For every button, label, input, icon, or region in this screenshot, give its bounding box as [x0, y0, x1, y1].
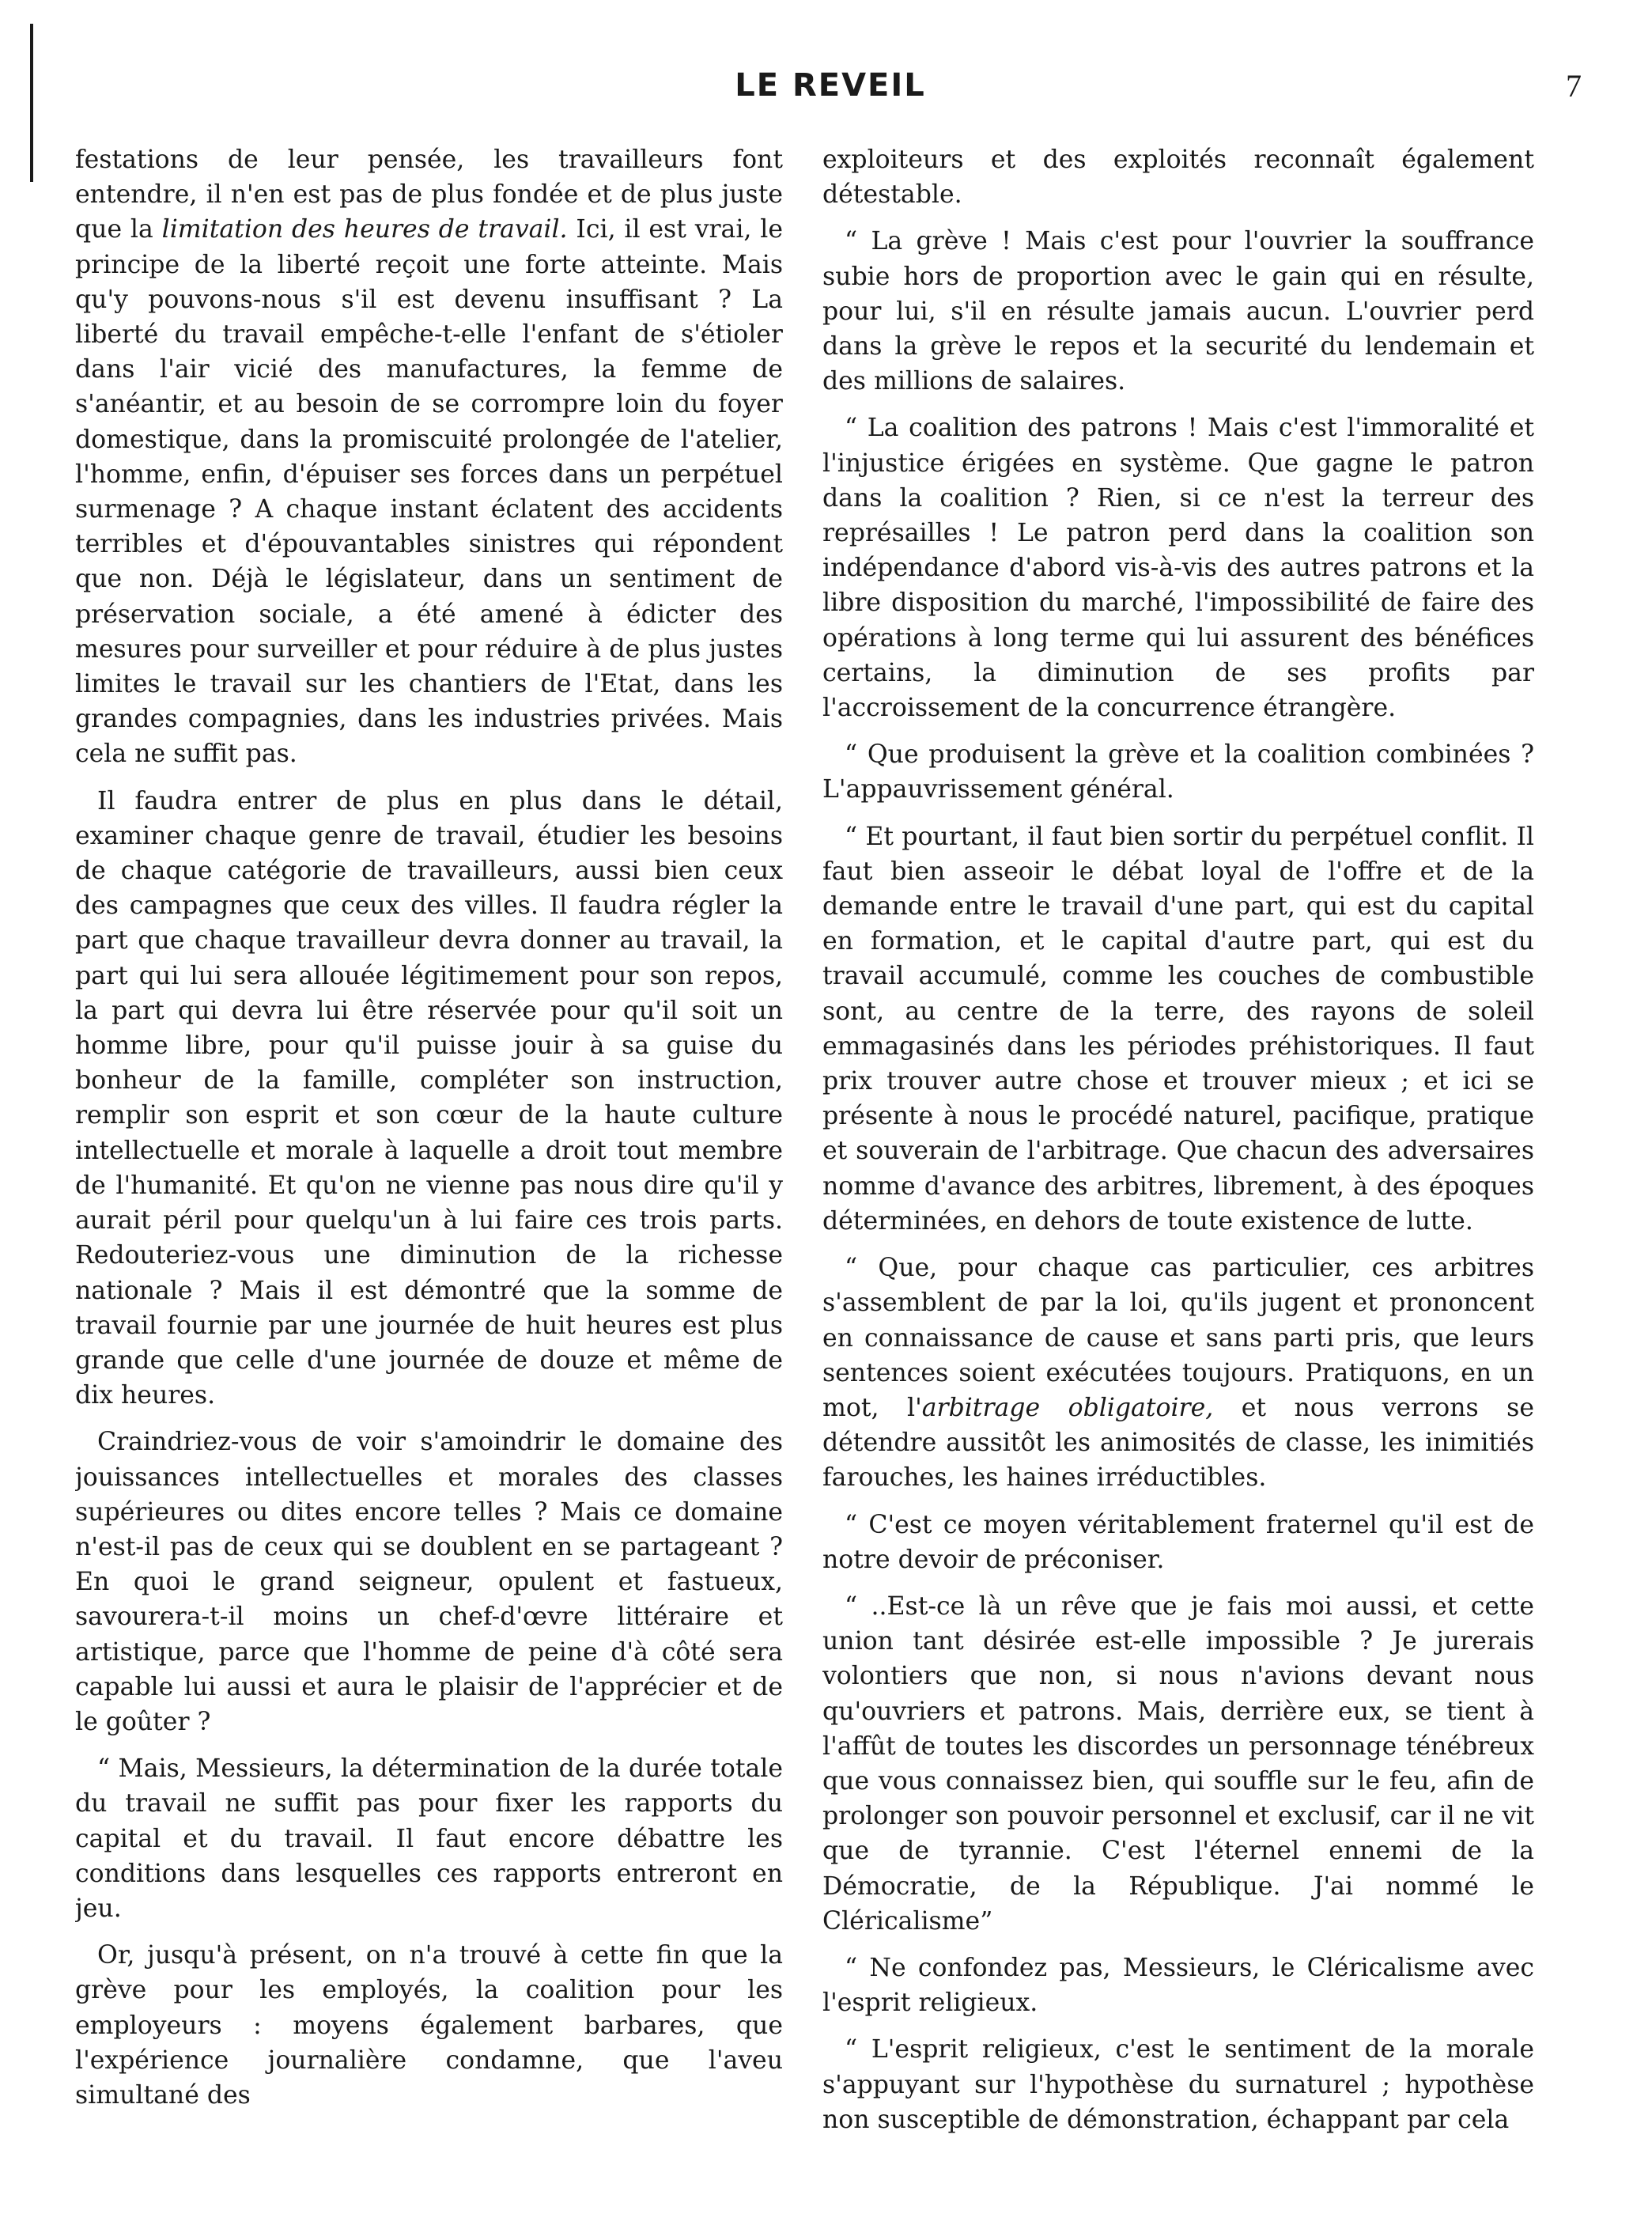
emphasized-text: arbitrage obligatoire, [921, 1393, 1214, 1422]
page-header [79, 67, 1582, 115]
paragraph: exploiteurs et des exploités reconnaît également détestable. [822, 146, 1534, 210]
margin-rule [30, 24, 33, 182]
paragraph: “ Ne confondez pas, Messieurs, le Cléricalisme avec l'esprit religieux. [822, 1953, 1534, 2018]
paragraph-text: et nous verrons se détendre aussitôt les animosités de classe, les inimitiés farouches, les haines irréductibles. [822, 1393, 1534, 1493]
left-column [75, 142, 783, 2199]
paragraph: “ ..Est-ce là un rêve que je fais moi aussi, et cette union tant désirée est-elle impossible ? Je jurerais volontiers que non, si nous n'avions devant nous qu'ouvriers et patrons. Mais, derrière eux, se tient à l'affût de toutes les discordes un personnage ténébreux que vous connaissez bien, qui souffle sur le feu, afin de prolonger son pouvoir personnel et exclusif, car il ne vit que de tyrannie. C'est l'éternel ennemi de la Démocratie, de la République. J'ai nommé le Cléricalisme” [822, 1591, 1534, 1936]
page-number: 7 [1566, 68, 1582, 104]
paragraph: Or, jusqu'à présent, on n'a trouvé à cette fin que la grève pour les employés, la coalition pour les employeurs : moyens également barbares, que l'expérience journalière condamne, que l'aveu simultané des [75, 1941, 783, 2110]
paragraph-text: festations de leur pensée, les travailleurs font entendre, il n'en est pas de plus fondée et de plus juste que la [75, 146, 783, 244]
paragraph: “ Que produisent la grève et la coalition combinées ? L'appauvrissement général. [822, 740, 1534, 804]
paragraph [75, 142, 783, 772]
paragraph: “ La grève ! Mais c'est pour l'ouvrier la souffrance subie hors de proportion avec le gain qui en résulte, pour lui, s'il en résulte jamais aucun. L'ouvrier perd dans la grève le repos et la securité du lendemain et des millions de salaires. [822, 227, 1534, 396]
paragraph [822, 1251, 1534, 1495]
paragraph: “ La coalition des patrons ! Mais c'est l'immoralité et l'injustice érigées en système. Que gagne le patron dans la coalition ? Rien, si ce n'est la terreur des représailles ! Le patron perd dans la coalition son indépendance d'abord vis-à-vis des autres patrons et la libre disposition du marché, l'impossibilité de faire des opérations à long terme qui lui assurent des bénéfices certains, la diminution de ses profits par l'accroissement de la concurrence étrangère. [822, 414, 1534, 723]
paragraph: “ Et pourtant, il faut bien sortir du perpétuel conflit. Il faut bien asseoir le débat loyal de l'offre et de la demande entre le travail d'une part, qui est du capital en formation, et le capital d'autre part, qui est du travail accumulé, comme les couches de combustible sont, au centre de la terre, des rayons de soleil emmagasinés dans les périodes préhistoriques. Il faut prix trouver autre chose et trouver mieux ; et ici se présente à nous le procédé naturel, pacifique, pratique et souverain de l'arbitrage. Que chacun des adversaires nomme d'avance des arbitres, librement, à des époques déterminées, en dehors de toute existence de lutte. [822, 822, 1534, 1236]
paragraph-text: Ici, il est vrai, le principe de la liberté reçoit une forte atteinte. Mais qu'y pouvons-nous s'il est devenu insuffisant ? La liberté du travail empêche-t-elle l'enfant de s'étioler dans l'air vicié des manufactures, la femme de s'anéantir, et au besoin de se corrompre loin du foyer domestique, dans la promiscuité prolongée de l'atelier, l'homme, enfin, d'épuiser ses forces dans un perpétuel surmenage ? A chaque instant éclatent des accidents terribles et d'épouvantables sinistres qui répondent que non. Déjà le législateur, dans un sentiment de préservation sociale, a été amené à édicter des mesures pour surveiller et pour réduire à de plus justes limites le travail sur les chantiers de l'Etat, dans les grandes compagnies, dans les industries privées. Mais cela ne suffit pas. [75, 215, 783, 769]
paragraph: Craindriez-vous de voir s'amoindrir le domaine des jouissances intellectuelles et morales des classes supérieures ou dites encore telles ? Mais ce domaine n'est-il pas de ceux qui se doublent en se partageant ? En quoi le grand seigneur, opulent et fastueux, savourera-t-il moins un chef-d'œvre littéraire et artistique, parce que l'homme de peine d'à côté sera capable lui aussi et aura le plaisir de l'apprécier et de le goûter ? [75, 1428, 783, 1736]
emphasized-text: limitation des heures de travail. [161, 215, 568, 244]
paragraph: Il faudra entrer de plus en plus dans le détail, examiner chaque genre de travail, étudier les besoins de chaque catégorie de travailleurs, aussi bien ceux des campagnes que ceux des villes. Il faudra régler la part que chaque travailleur devra donner au travail, la part qui lui sera allouée légitimement pour son repos, la part qui devra lui être réservée pour qu'il soit un homme libre, pour qu'il puisse jouir à sa guise du bonheur de la famille, compléter son instruction, remplir son esprit et son cœur de la haute culture intellectuelle et morale à laquelle a droit tout membre de l'humanité. Et qu'on ne vienne pas nous dire qu'il y aurait péril pour quelqu'un à lui faire ces trois parts. Redouteriez-vous une diminution de la richesse nationale ? Mais il est démontré que la somme de travail fournie par une journée de huit heures est plus grande que celle d'une journée de douze et même de dix heures. [75, 786, 783, 1410]
paragraph: “ C'est ce moyen véritablement fraternel qu'il est de notre devoir de préconiser. [822, 1510, 1534, 1574]
page-title: LE REVEIL [735, 67, 926, 104]
right-column [822, 142, 1534, 2199]
paragraph: “ Mais, Messieurs, la détermination de la durée totale du travail ne suffit pas pour fixer les rapports du capital et du travail. Il faut encore débattre les conditions dans lesquelles ces rapports entreront en jeu. [75, 1754, 783, 1923]
paragraph: “ L'esprit religieux, c'est le sentiment de la morale s'appuyant sur l'hypothèse du surnaturel ; hypothèse non susceptible de démonstration, échappant par cela [822, 2035, 1534, 2134]
paragraph-text: “ Que, pour chaque cas particulier, ces arbitres s'assemblent de par la loi, qu'ils jugent et prononcent en connaissance de cause et sans parti pris, que leurs sentences soient exécutées toujours. Pratiquons, en un mot, l' [822, 1254, 1534, 1422]
